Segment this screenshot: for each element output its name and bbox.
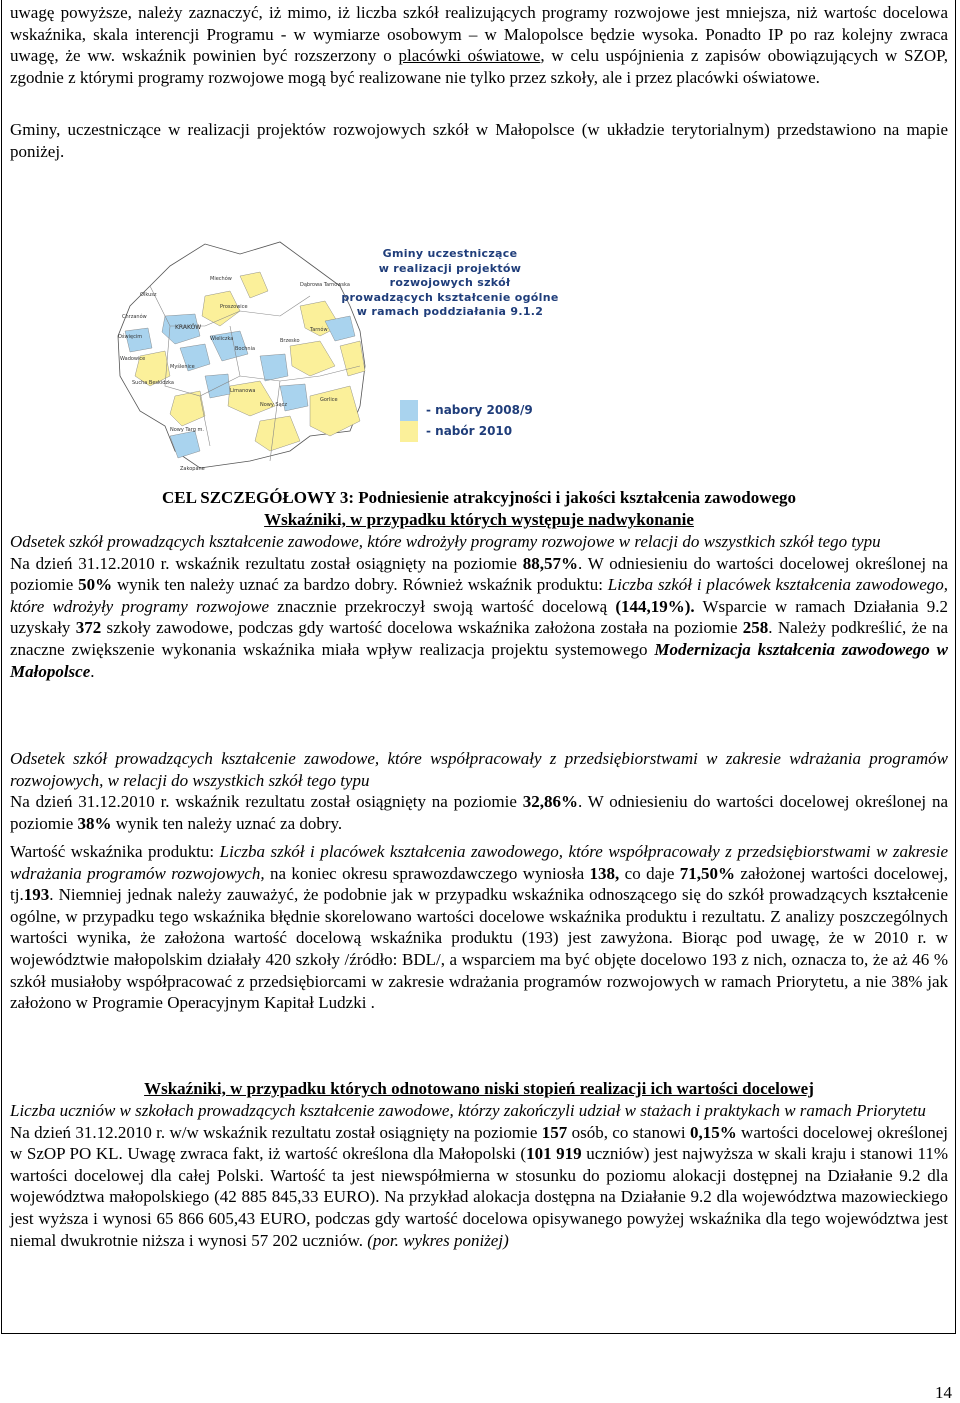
map-label-tarnow: Tarnów	[310, 327, 328, 333]
text: na koniec okresu sprawozdawczego wyniosła	[264, 863, 590, 883]
map-label-sucha: Sucha Beskidzka	[132, 380, 174, 386]
text: uwagę powyższe, należy zaznaczyć, iż mimo, iż liczba szkół realizujących programy rozwojowe jest mniejsza, niż wartośc docelowa wskaźnika, skala interencji Programu - w wymiarze osobowym – w Malopolsce będzie wysoka. Ponadto IP po raz kolejny zwraca uwagę, że ww. wskaźnik powinien być rozszerzony o	[10, 3, 948, 66]
value: 193	[23, 885, 50, 905]
map-label-dabrowa: Dąbrowa Tarnowska	[300, 282, 350, 288]
value: 138,	[589, 863, 620, 883]
value: 32,86%	[522, 792, 578, 812]
map-label-wieliczka: Wieliczka	[210, 336, 234, 342]
subsection-heading: Wskaźniki, w przypadku których odnotowano niski stopień realizacji ich wartości docelowej	[144, 1079, 814, 1098]
section-heading: CEL SZCZEGÓŁOWY 3: Podniesienie atrakcyjności i jakości kształcenia zawodowego	[161, 488, 797, 507]
map-label-oswiecim: Oświęcim	[118, 334, 143, 340]
map-label-brzesko: Brzesko	[280, 338, 300, 344]
commune-2008-9	[260, 354, 288, 381]
paragraph-intro	[10, 2, 948, 88]
text: Na dzień 31.12.2010 r. wskaźnik rezultatu został osiągnięty na poziomie	[10, 553, 523, 573]
value: 71,50%	[679, 863, 736, 883]
map-label-wadowice: Wadowice	[120, 356, 146, 362]
indicator-name: Odsetek szkół prowadzących kształcenie zawodowe, które współpracowały z przedsiębiorstwami w zakresie wdrażania programów rozwojowych, w relacji do wszystkich szkół tego typu	[10, 749, 948, 790]
map-title	[340, 247, 560, 320]
value: 372	[75, 618, 102, 638]
paragraph-map-intro: Gminy, uczestniczące w realizacji projektów rozwojowych szkół w Małopolsce (w układzie terytorialnym) przedstawiono na mapie poniżej.	[10, 120, 948, 161]
legend-label: - nabór 2010	[426, 424, 513, 438]
reference: (por. wykres poniżej)	[367, 1230, 509, 1250]
indicator-block-3	[10, 841, 948, 1014]
text: .	[90, 661, 95, 681]
text: wynik ten należy uznać za bardzo dobry. Również wskaźnik produktu:	[112, 575, 608, 595]
indicator-name: Liczba uczniów w szkołach prowadzących kształcenie zawodowe, którzy zakończyli udział w stażach i praktykach w ramach Priorytetu	[10, 1101, 926, 1120]
value: 157	[541, 1122, 568, 1142]
text: , w celu uspójnienia z zapisów obowiązujących w SZOP, zgodnie z którymi programy rozwojowe mogą być realizowane nie tylko przez szkoły, ale i przez placówki oświatowe.	[10, 46, 948, 87]
subsection-heading: Wskaźniki, w przypadku których występuje nadwykonanie	[264, 510, 694, 529]
map-label-gorlice: Gorlice	[320, 397, 338, 403]
text: znacznie przekroczył swoją wartość docelową	[269, 596, 616, 616]
text: co daje	[619, 863, 680, 883]
map-label-miechow: Miechów	[210, 276, 232, 282]
commune-2008-9	[125, 328, 152, 352]
project-name: Modernizacja kształcenia zawodowego w Małopolsce	[10, 639, 948, 681]
map-label-chrzanow: Chrzanów	[122, 314, 147, 320]
map-title-line: rozwojowych szkół	[389, 276, 511, 290]
map-label-olkusz: Olkusz	[140, 292, 157, 298]
text: Wsparcie w ramach Działania 9.2 uzyskały	[10, 596, 949, 638]
value: 88,57%	[522, 553, 578, 573]
value: 38%	[77, 813, 112, 833]
text: szkoły zawodowe, podczas gdy wartość docelowa wskaźnika założona została na poziomie	[101, 618, 743, 638]
indicator-name: Odsetek szkół prowadzących kształcenie zawodowe, które wdrożyły programy rozwojowe w relacji do wszystkich szkół tego typu	[10, 532, 881, 551]
indicator-block-4	[10, 1100, 948, 1251]
map-label-bochnia: Bochnia	[235, 346, 256, 352]
map-label-myslenice: Myślenice	[170, 364, 195, 370]
value: 101 919	[526, 1144, 582, 1164]
indicator-name: Liczba szkół i placówek kształcenia zawodowego, które współpracowały z przedsiębiorstwami w zakresie wdrażania programów rozwojowych,	[10, 842, 948, 883]
legend-swatch-yellow	[400, 421, 418, 442]
text: uczniów) jest najwyższa w skali kraju i stanowi 11% wartości docelowej dla całej Polski. Wartość ta jest niewspółmierna w stosunku do poziomu alokacji dostępnej na Działanie 9.2 dla województwa małopolskiego (42 885 845,33 EURO). Na przykład alokacja dostępna na Działanie 9.2 dla województwa mazowieckiego jest wyższa i wynosi 65 866 605,43 EURO, podczas gdy wartość docelowa opisywanego powyżej wskaźnika dla tego województwa jest niemal dwukrotnie niższa i wynosi 57 202 uczniów.	[10, 1144, 949, 1250]
map-title-line: w ramach poddziałania 9.1.2	[356, 305, 544, 319]
map-label-nowy-targ: Nowy Targ m.	[170, 427, 204, 433]
page-number: 14	[935, 1383, 952, 1402]
value: 0,15%	[689, 1122, 737, 1142]
text: Na dzień 31.12.2010 r. w/w wskaźnik rezultatu został osiągnięty na poziomie	[10, 1122, 542, 1142]
indicator-name: Liczba szkół i placówek kształcenia zawodowego, które wdrożyły programy rozwojowe	[10, 575, 948, 616]
value: 50%	[78, 575, 113, 595]
text: wynik ten należy uznać za dobry.	[111, 813, 343, 833]
map-title-line: w realizacji projektów	[378, 261, 522, 275]
map-label-nowy-sacz: Nowy Sącz	[260, 402, 288, 408]
underlined-term: placówki oświatowe	[398, 46, 541, 66]
map-label-limanowa: Limanowa	[230, 388, 256, 394]
value: (144,19%).	[615, 596, 695, 616]
text: osób, co stanowi	[567, 1122, 690, 1142]
value: 258	[742, 618, 769, 638]
map-label-krakow: KRAKÓW	[175, 324, 202, 331]
map-title-line: Gminy uczestniczące	[382, 247, 518, 260]
text: założonej wartości docelowej, tj.	[10, 863, 949, 905]
indicator-block-1	[10, 531, 948, 682]
text: . W odniesieniu do wartości docelowej określonej na poziomie	[10, 792, 948, 833]
text: Wartość wskaźnika produktu:	[10, 842, 220, 861]
legend-swatch-blue	[400, 400, 418, 421]
map-label-proszowice: Proszowice	[220, 304, 248, 310]
legend-label: - nabory 2008/9	[426, 403, 533, 417]
text: . Niemniej jednak należy zauważyć, że podobnie jak w przypadku wskaźnika odnoszącego się do szkół prowadzących kształcenie ogólne, w przypadku tego wskaźnika błędnie skorelowano wartości docelowe wskaźnika produktu i rezultatu. Z analizy poszczególnych wartości wynika, że założona wartość docelową wskaźnika produktu (193) jest zawyżona. Biorąc pod uwagę, że w 2010 r. w województwie małopolskim działały 420 szkoły /źródło: BDL/, a wsparciem ma być objęte docelowo 193 z nich, oznacza to, że aż 46 % szkół musiałoby współpracować z przedsiębiorcami w zakresie wdrażania programów rozwojowych w ramach Priorytetu, a nie 38% jak założono w Programie Operacyjnym Kapitał Ludzki .	[10, 885, 948, 1013]
map-title-line: prowadzących kształcenie ogólne	[341, 290, 559, 304]
text: . Należy podkreślić, że na znaczne zwiększenie wykonania wskaźnika miała wpływ realizacja projektu systemowego	[10, 618, 948, 659]
text: . W odniesieniu do wartości docelowej określonej na poziomie	[10, 553, 948, 595]
text: wartości docelowej określonej w SzOP PO KL. Uwagę zwraca fakt, iż wartość określona dla Małopolski (	[10, 1122, 948, 1164]
map-label-zakopane: Zakopane	[180, 466, 205, 472]
indicator-block-2	[10, 748, 948, 834]
text: Na dzień 31.12.2010 r. wskaźnik rezultatu został osiągnięty na poziomie	[10, 792, 523, 812]
